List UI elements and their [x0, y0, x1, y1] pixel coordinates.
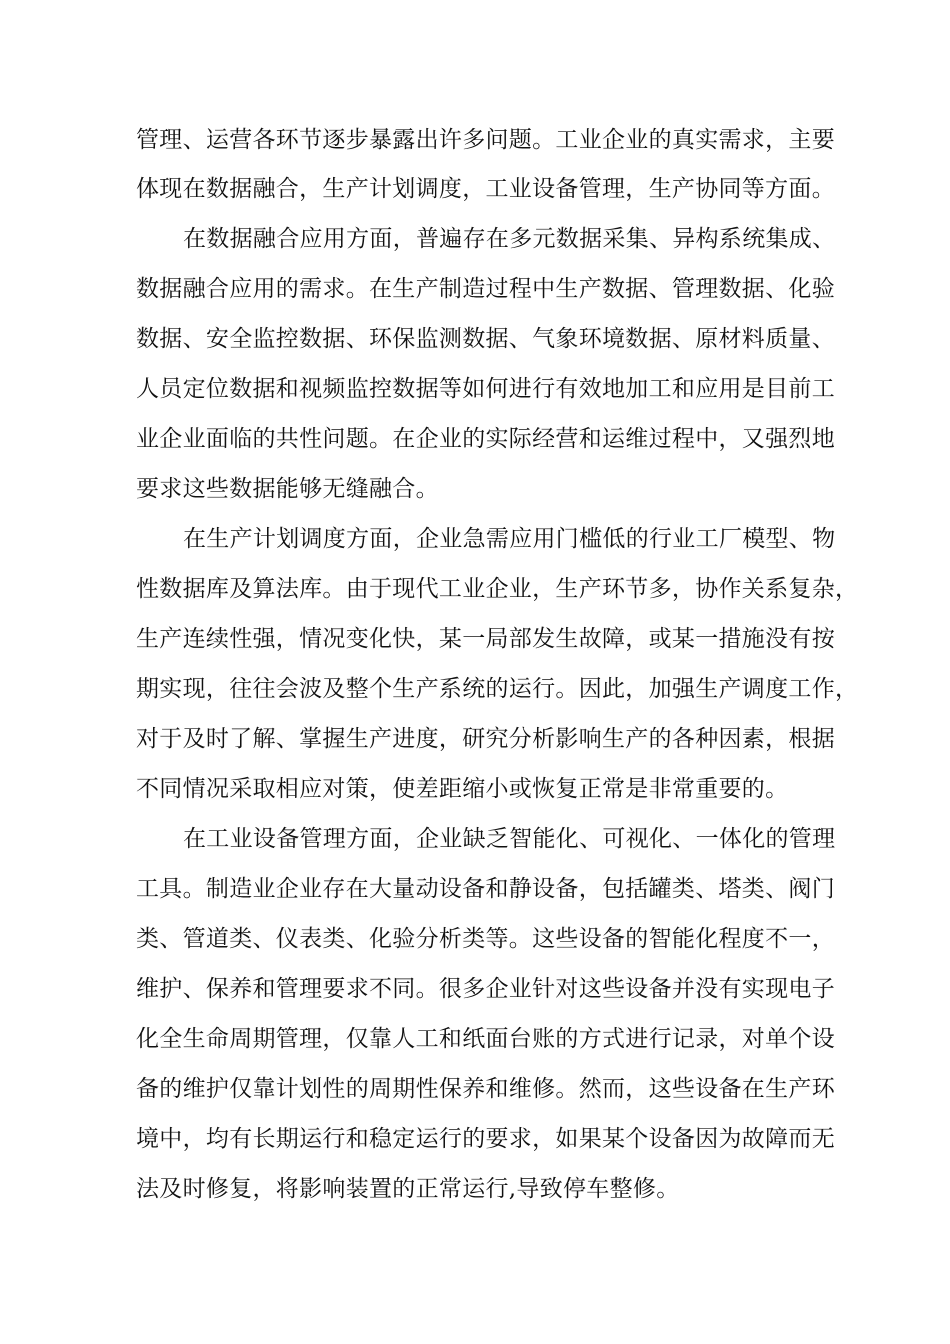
paragraph-first-line: 在生产计划调度方面，企业急需应用门槛低的行业工厂模型、物	[183, 526, 836, 552]
text-line: 体现在数据融合，生产计划调度，工业设备管理，生产协同等方面。	[136, 176, 835, 202]
paragraph-first-line: 在工业设备管理方面，企业缺乏智能化、可视化、一体化的管理	[183, 826, 836, 852]
text-line: 业企业面临的共性问题。在企业的实际经营和运维过程中，又强烈地	[136, 426, 835, 452]
text-line: 管理、运营各环节逐步暴露出许多问题。工业企业的真实需求，主要	[136, 127, 835, 153]
text-line: 不同情况采取相应对策，使差距缩小或恢复正常是非常重要的。	[136, 776, 789, 802]
text-line: 期实现，往往会波及整个生产系统的运行。因此，加强生产调度工作，	[136, 676, 859, 702]
paragraph-first-line: 在数据融合应用方面，普遍存在多元数据采集、异构系统集成、	[183, 226, 836, 252]
text-line: 要求这些数据能够无缝融合。	[136, 476, 439, 502]
text-line: 工具。制造业企业存在大量动设备和静设备，包括罐类、塔类、阀门	[136, 876, 835, 902]
text-line: 维护、保养和管理要求不同。很多企业针对这些设备并没有实现电子	[136, 976, 835, 1002]
text-line: 人员定位数据和视频监控数据等如何进行有效地加工和应用是目前工	[136, 376, 835, 402]
text-line: 对于及时了解、掌握生产进度，研究分析影响生产的各种因素，根据	[136, 726, 835, 752]
text-line: 数据、安全监控数据、环保监测数据、气象环境数据、原材料质量、	[136, 326, 835, 352]
text-line: 性数据库及算法库。由于现代工业企业，生产环节多，协作关系复杂，	[136, 576, 859, 602]
text-line: 化全生命周期管理，仅靠人工和纸面台账的方式进行记录，对单个设	[136, 1026, 835, 1052]
text-line: 生产连续性强，情况变化快，某一局部发生故障，或某一措施没有按	[136, 626, 835, 652]
text-line: 法及时修复，将影响装置的正常运行,导致停车整修。	[136, 1176, 680, 1202]
text-line: 类、管道类、仪表类、化验分析类等。这些设备的智能化程度不一，	[136, 926, 835, 952]
text-line: 备的维护仅靠计划性的周期性保养和维修。然而，这些设备在生产环	[136, 1076, 835, 1102]
text-line: 数据融合应用的需求。在生产制造过程中生产数据、管理数据、化验	[136, 276, 835, 302]
text-line: 境中，均有长期运行和稳定运行的要求，如果某个设备因为故障而无	[136, 1126, 835, 1152]
